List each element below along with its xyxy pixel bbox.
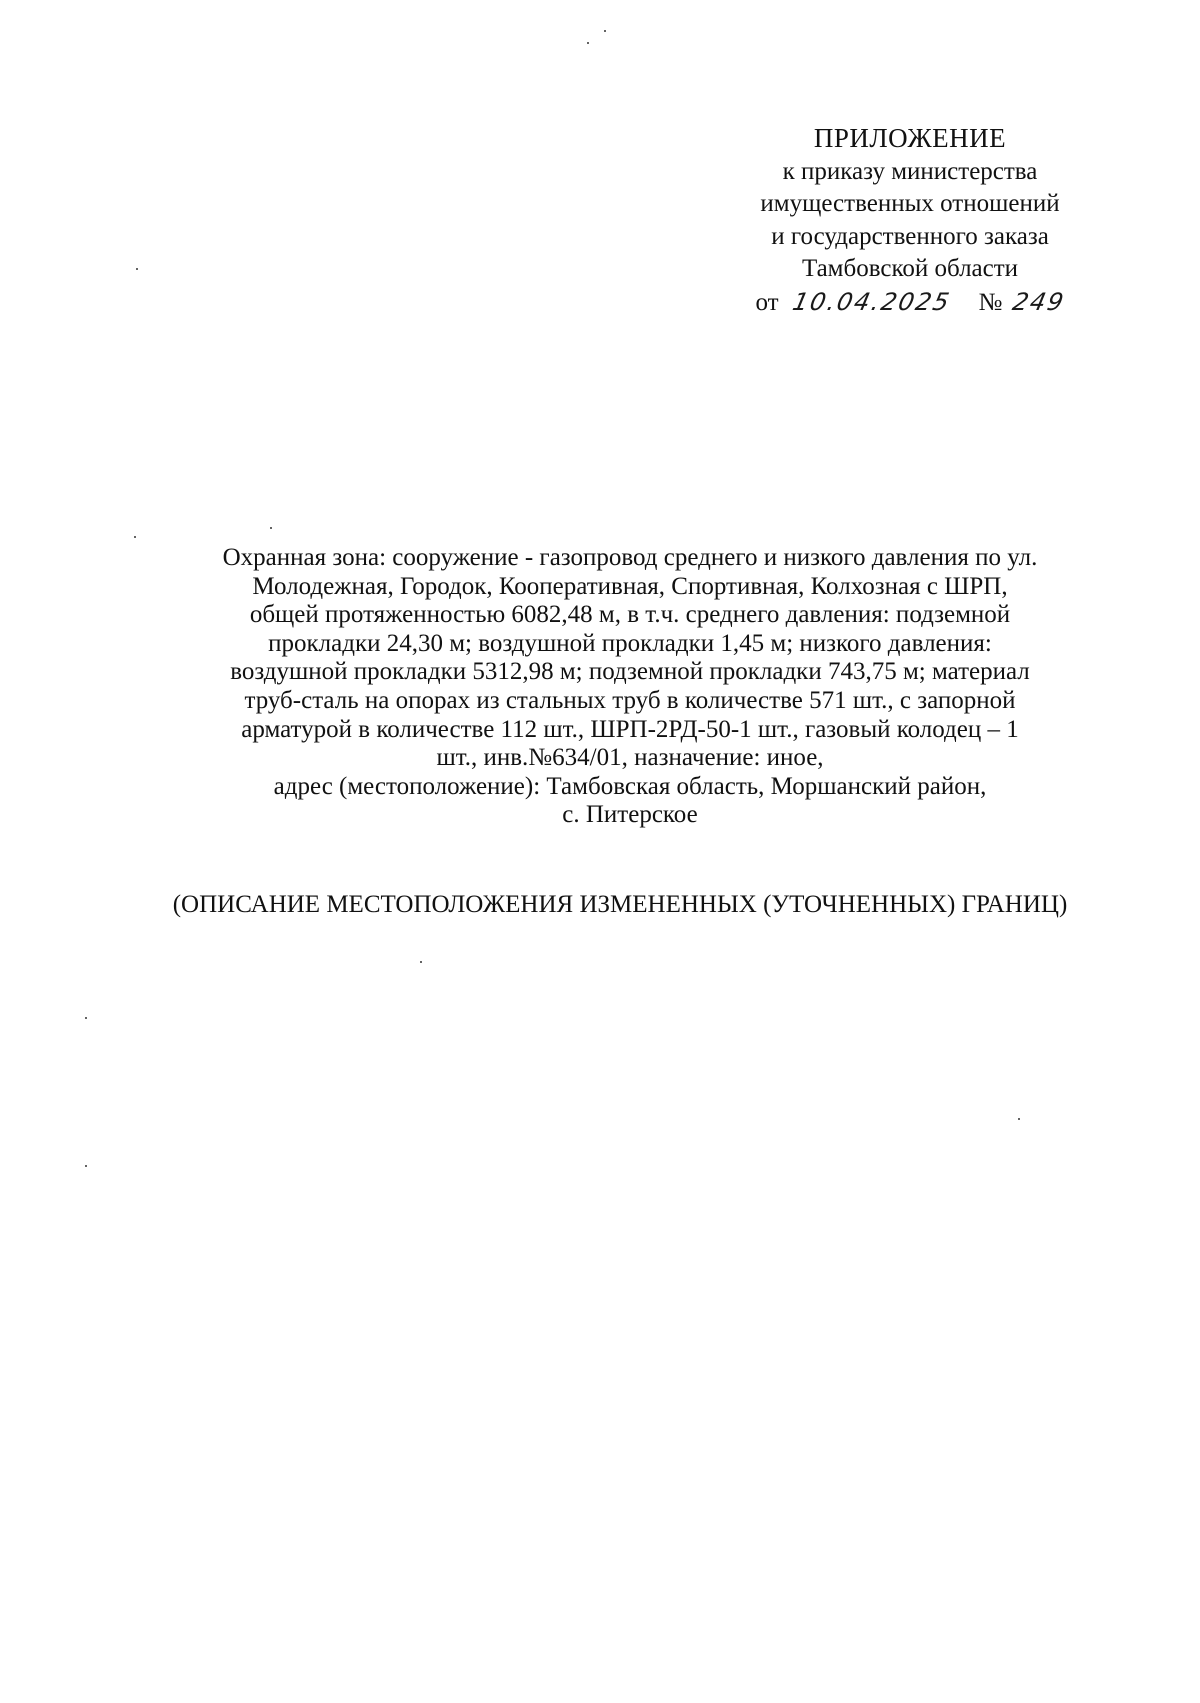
boundary-description-heading: (ОПИСАНИЕ МЕСТОПОЛОЖЕНИЯ ИЗМЕНЕННЫХ (УТОЧНЕННЫХ) ГРАНИЦ) <box>172 891 1068 918</box>
date-prefix: от <box>755 288 779 316</box>
zone-line-6: труб-сталь на опорах из стальных труб в количестве 571 шт., с запорной <box>244 686 1016 714</box>
zone-line-8: шт., инв.№634/01, назначение: иное, <box>436 744 824 772</box>
handwritten-order-number: 249 <box>1009 287 1068 316</box>
zone-line-10: с. Питерское <box>562 801 698 829</box>
zone-line-3: общей протяженностью 6082,48 м, в т.ч. среднего давления: подземной <box>249 601 1011 629</box>
scan-speck <box>270 527 272 529</box>
scan-speck <box>1018 1118 1020 1120</box>
zone-line-4: прокладки 24,30 м; воздушной прокладки 1,45 м; низкого давления: <box>268 629 992 657</box>
appendix-line-2: имущественных отношений <box>760 190 1060 217</box>
number-prefix: № <box>978 288 1003 316</box>
zone-line-7: арматурой в количестве 112 шт., ШРП-2РД-50-1 шт., газовый колодец – 1 <box>241 715 1019 743</box>
zone-line-2: Молодежная, Городок, Кооперативная, Спортивная, Колхозная с ШРП, <box>252 572 1008 600</box>
scan-speck <box>85 1165 87 1167</box>
scan-speck <box>136 268 138 270</box>
zone-line-9: адрес (местоположение): Тамбовская область, Моршанский район, <box>273 772 987 800</box>
scan-speck <box>85 1017 87 1019</box>
zone-line-1: Охранная зона: сооружение - газопровод среднего и низкого давления по ул. <box>222 544 1038 571</box>
scan-speck <box>420 961 422 963</box>
appendix-header <box>700 122 1120 319</box>
protection-zone-description <box>150 544 1110 830</box>
appendix-title: ПРИЛОЖЕНИЕ <box>813 123 1007 153</box>
appendix-line-3: и государственного заказа <box>771 222 1049 250</box>
scan-speck <box>587 42 589 44</box>
scan-speck <box>604 30 606 32</box>
handwritten-date: 10.04.2025 <box>789 287 954 316</box>
zone-line-5: воздушной прокладки 5312,98 м; подземной прокладки 743,75 м; материал <box>230 658 1030 686</box>
appendix-line-4: Тамбовской области <box>801 255 1019 282</box>
scan-speck <box>134 536 136 538</box>
appendix-line-1: к приказу министерства <box>782 157 1038 185</box>
order-date-number <box>700 286 1120 320</box>
